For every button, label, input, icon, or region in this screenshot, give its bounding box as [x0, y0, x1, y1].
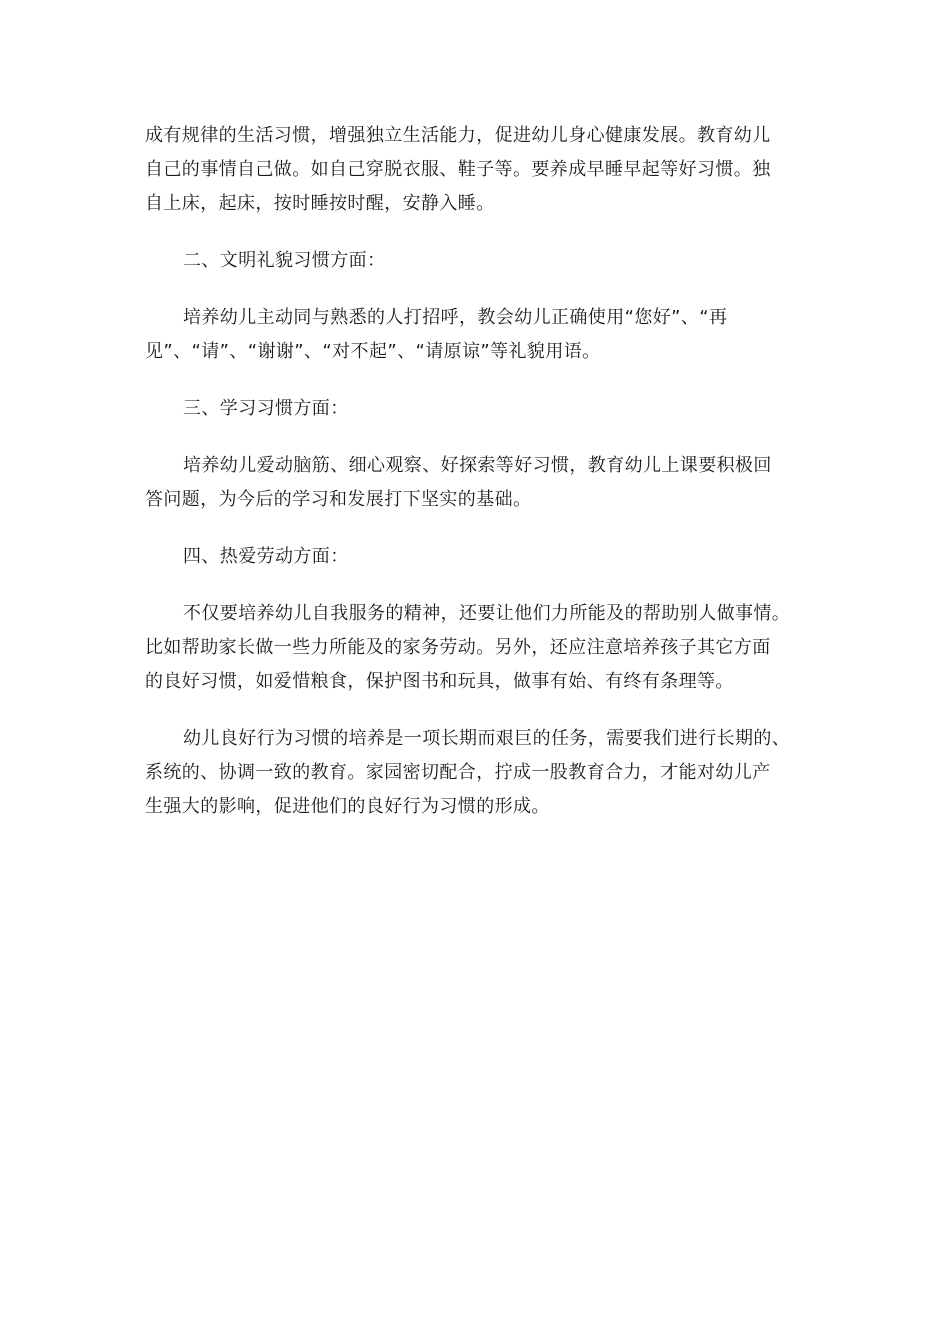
text-line: 的良好习惯，如爱惜粮食，保护图书和玩具，做事有始、有终有条理等。 [145, 671, 734, 692]
text-line: 生强大的影响，促进他们的良好行为习惯的形成。 [145, 796, 550, 817]
text-line: 答问题，为今后的学习和发展打下坚实的基础。 [145, 489, 532, 510]
text-line: 成有规律的生活习惯，增强独立生活能力，促进幼儿身心健康发展。教育幼儿 [145, 125, 771, 146]
heading-line: 四、热爱劳动方面： [183, 546, 349, 567]
paragraph-labor [145, 597, 805, 699]
text-line: 自己的事情自己做。如自己穿脱衣服、鞋子等。要养成早睡早起等好习惯。独 [145, 159, 771, 180]
section-heading-2 [145, 244, 805, 278]
section-heading-4 [145, 540, 805, 574]
text-line: 自上床，起床，按时睡按时醒，安静入睡。 [145, 193, 495, 214]
paragraph-manners [145, 301, 805, 369]
text-line: 培养幼儿主动同与熟悉的人打招呼，教会幼儿正确使用“您好”、“再 [183, 307, 728, 328]
text-line: 见”、“请”、“谢谢”、“对不起”、“请原谅”等礼貌用语。 [145, 341, 601, 362]
paragraph-study [145, 449, 805, 517]
text-line: 培养幼儿爱动脑筋、细心观察、好探索等好习惯，教育幼儿上课要积极回 [183, 455, 772, 476]
text-line: 幼儿良好行为习惯的培养是一项长期而艰巨的任务，需要我们进行长期的、 [183, 728, 791, 749]
document-body [145, 119, 805, 847]
text-line: 系统的、协调一致的教育。家园密切配合，拧成一股教育合力，才能对幼儿产 [145, 762, 771, 783]
heading-line: 二、文明礼貌习惯方面： [183, 250, 386, 271]
text-line: 比如帮助家长做一些力所能及的家务劳动。另外，还应注意培养孩子其它方面 [145, 637, 771, 658]
section-heading-3 [145, 392, 805, 426]
text-line: 不仅要培养幼儿自我服务的精神，还要让他们力所能及的帮助别人做事情。 [183, 603, 791, 624]
paragraph-conclusion [145, 722, 805, 824]
paragraph-intro [145, 119, 805, 221]
heading-line: 三、学习习惯方面： [183, 398, 349, 419]
